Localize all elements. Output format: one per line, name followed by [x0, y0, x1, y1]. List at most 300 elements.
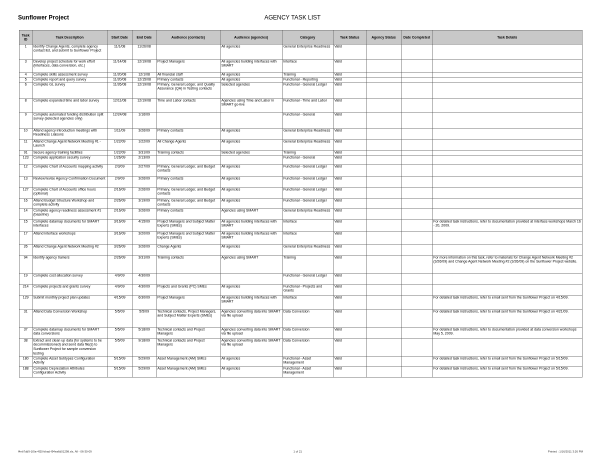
table-row: [19, 284, 582, 295]
audience-contacts-cell: [156, 155, 220, 164]
table-row: [19, 309, 582, 327]
task-description-cell: Attend interface workshops: [32, 231, 107, 244]
start-date-cell: 2/9/09: [107, 176, 132, 187]
task-id-cell: 19: [19, 273, 32, 284]
column-header-date-completed: Date Completed: [401, 30, 432, 44]
task-description-cell: Secure agency training facilities: [32, 150, 107, 155]
task-details-cell: For detailed task instructions, refer to documentation provided at interface workshops March 16 - 20, 2009.: [432, 219, 582, 231]
task-status-cell: Valid: [333, 150, 366, 155]
start-date-cell: 2/16/09: [107, 187, 132, 198]
category-cell: Functional - Time and Labor: [282, 98, 333, 112]
agency-status-cell: [366, 82, 401, 98]
task-status-cell: Valid: [333, 219, 366, 231]
task-description-cell: Attend Change Agent Network Meeting #2: [32, 244, 107, 255]
table-row: [19, 155, 582, 164]
agency-status-cell: [366, 255, 401, 273]
table-row: [19, 98, 582, 112]
start-date-cell: 11/14/08: [107, 59, 132, 72]
agency-status-cell: [366, 44, 401, 59]
task-id-cell: 129: [19, 295, 32, 309]
task-id-cell: 37: [19, 327, 32, 338]
category-cell: Functional - General Ledger: [282, 164, 333, 176]
end-date-cell: 2/26/09: [132, 187, 156, 198]
audience-agencies-cell: [220, 112, 282, 128]
table-row: [19, 244, 582, 255]
task-id-cell: 91: [19, 150, 32, 155]
start-date-cell: 2/16/09: [107, 208, 132, 219]
start-date-cell: 2/3/09: [107, 164, 132, 176]
task-id-cell: 14: [19, 208, 32, 219]
end-date-cell: 1/22/09: [132, 139, 156, 150]
date-completed-cell: [401, 327, 432, 338]
date-completed-cell: [401, 366, 432, 377]
audience-agencies-cell: Agencies converting data into SMART via file upload: [220, 327, 282, 338]
date-completed-cell: [401, 255, 432, 273]
start-date-cell: 5/15/09: [107, 366, 132, 377]
audience-contacts-cell: All Change Agents: [156, 139, 220, 150]
agency-status-cell: [366, 284, 401, 295]
task-description-cell: Identify Change Agents, complete agency contact list, and submit to Sunflower Project: [32, 44, 107, 59]
date-completed-cell: [401, 128, 432, 139]
task-description-cell: Complete report and query survey: [32, 77, 107, 82]
date-completed-cell: [401, 273, 432, 284]
start-date-cell: 5/5/09: [107, 327, 132, 338]
task-details-cell: [432, 59, 582, 72]
task-description-cell: Attend Data Conversion Workshop: [32, 309, 107, 327]
task-description-cell: Complete projects and grants survey: [32, 284, 107, 295]
audience-agencies-cell: [220, 155, 282, 164]
audience-contacts-cell: [156, 273, 220, 284]
audience-agencies-cell: All agencies building interfaces with SMART: [220, 59, 282, 72]
category-cell: Functional - General: [282, 112, 333, 128]
audience-agencies-cell: Agencies using Time and Labor in SMART go-live: [220, 98, 282, 112]
table-row: [19, 139, 582, 150]
task-details-cell: For detailed task instructions, refer to email sent from the Sunflower Project on 4/21/09.: [432, 309, 582, 327]
audience-contacts-cell: Projects and Grants (PC) SMEs: [156, 284, 220, 295]
table-row: [19, 176, 582, 187]
task-description-cell: Develop project schedule for work effort (interfaces, data conversion, etc.): [32, 59, 107, 72]
audience-contacts-cell: All financial staff: [156, 72, 220, 77]
task-description-cell: Complete Chart of Accounts office hours (optional): [32, 187, 107, 198]
task-description-cell: Complete Chart of Accounts mapping activity: [32, 164, 107, 176]
task-status-cell: Valid: [333, 155, 366, 164]
agency-status-cell: [366, 273, 401, 284]
date-completed-cell: [401, 44, 432, 59]
audience-agencies-cell: [220, 273, 282, 284]
project-title: Sunflower Project: [17, 13, 70, 21]
date-completed-cell: [401, 176, 432, 187]
column-header-category: Category: [282, 30, 333, 44]
task-details-cell: [432, 338, 582, 356]
task-description-cell: Review/revise Agency Confirmation Document: [32, 176, 107, 187]
start-date-cell: 11/20/08: [107, 77, 132, 82]
task-description-cell: Complete agency readiness assessment #1 (baseline): [32, 208, 107, 219]
end-date-cell: 3/26/09: [132, 244, 156, 255]
task-status-cell: Valid: [333, 128, 366, 139]
category-cell: Interface: [282, 295, 333, 309]
task-id-cell: 214: [19, 284, 32, 295]
task-details-cell: [432, 98, 582, 112]
audience-contacts-cell: Training contacts: [156, 255, 220, 273]
category-cell: Interface: [282, 231, 333, 244]
agency-status-cell: [366, 128, 401, 139]
start-date-cell: 1/11/09: [107, 128, 132, 139]
audience-contacts-cell: Primary, General Ledger, and Budget contacts: [156, 198, 220, 208]
task-description-cell: Complete application security survey: [32, 155, 107, 164]
end-date-cell: 12/19/08: [132, 59, 156, 72]
task-details-cell: For detailed task instructions, refer to email sent from the Sunflower Project on 4/15/09.: [432, 295, 582, 309]
table-row: [19, 338, 582, 356]
start-date-cell: 1/22/09: [107, 139, 132, 150]
task-status-cell: Valid: [333, 164, 366, 176]
audience-contacts-cell: Primary contacts: [156, 77, 220, 82]
agency-status-cell: [366, 98, 401, 112]
agency-task-table: [19, 30, 582, 377]
agency-status-cell: [366, 155, 401, 164]
task-description-cell: Complete datamap documents for SMART interfaces: [32, 219, 107, 231]
date-completed-cell: [401, 59, 432, 72]
task-id-cell: 10: [19, 128, 32, 139]
agency-status-cell: [366, 139, 401, 150]
table-row: [19, 366, 582, 377]
task-id-cell: 9: [19, 112, 32, 128]
end-date-cell: 3/26/09: [132, 176, 156, 187]
task-details-cell: For detailed task instructions, refer to documentation provided at data conversion workshops May 5, 2009.: [432, 327, 582, 338]
date-completed-cell: [401, 98, 432, 112]
date-completed-cell: [401, 187, 432, 198]
end-date-cell: 5/5/09: [132, 309, 156, 327]
column-header-start-date: Start Date: [107, 30, 132, 44]
start-date-cell: 3/16/09: [107, 219, 132, 231]
date-completed-cell: [401, 82, 432, 98]
table-row: [19, 356, 582, 366]
date-completed-cell: [401, 208, 432, 219]
start-date-cell: 4/9/09: [107, 284, 132, 295]
footer-printed-date: Printed : 1/16/2011 3:26 PM: [547, 449, 583, 454]
task-id-cell: 3: [19, 59, 32, 72]
end-date-cell: 2/27/09: [132, 164, 156, 176]
task-details-cell: [432, 155, 582, 164]
task-status-cell: Valid: [333, 295, 366, 309]
audience-agencies-cell: All agencies: [220, 139, 282, 150]
task-id-cell: 11: [19, 139, 32, 150]
audience-agencies-cell: Agencies using SMART: [220, 208, 282, 219]
end-date-cell: 9/18/09: [132, 338, 156, 356]
agency-status-cell: [366, 219, 401, 231]
audience-agencies-cell: All agencies: [220, 77, 282, 82]
end-date-cell: 4/30/09: [132, 273, 156, 284]
task-status-cell: Valid: [333, 59, 366, 72]
category-cell: Functional - General Ledger: [282, 176, 333, 187]
list-title: AGENCY TASK LIST: [264, 13, 321, 21]
task-description-cell: Complete expanded time and labor survey: [32, 98, 107, 112]
start-date-cell: 12/11/08: [107, 98, 132, 112]
audience-contacts-cell: Project Managers: [156, 59, 220, 72]
start-date-cell: 1/26/09: [107, 155, 132, 164]
footer-page-number: 1 of 21: [293, 449, 302, 454]
audience-contacts-cell: Asset Management (AM) SMEs: [156, 366, 220, 377]
end-date-cell: 5/18/09: [132, 327, 156, 338]
category-cell: General Enterprise Readiness: [282, 139, 333, 150]
agency-status-cell: [366, 176, 401, 187]
task-details-cell: [432, 187, 582, 198]
task-description-cell: Complete datamap documents for SMART data conversions: [32, 327, 107, 338]
end-date-cell: 3/20/09: [132, 231, 156, 244]
task-status-cell: Valid: [333, 112, 366, 128]
audience-contacts-cell: Primary, General Ledger, and Quality Assurance (QA) in Testing contacts: [156, 82, 220, 98]
task-details-cell: For detailed task instructions, refer to email sent from the Sunflower Project on 5/15/09.: [432, 366, 582, 377]
task-status-cell: Valid: [333, 77, 366, 82]
start-date-cell: 3/16/09: [107, 231, 132, 244]
end-date-cell: 3/31/09: [132, 150, 156, 155]
task-id-cell: 31: [19, 309, 32, 327]
date-completed-cell: [401, 164, 432, 176]
date-completed-cell: [401, 112, 432, 128]
audience-contacts-cell: Primary, General Ledger, and Budget contacts: [156, 164, 220, 176]
agency-status-cell: [366, 309, 401, 327]
end-date-cell: 12/19/08: [132, 98, 156, 112]
audience-agencies-cell: All agencies: [220, 366, 282, 377]
start-date-cell: 2/26/09: [107, 255, 132, 273]
category-cell: Functional - General Ledger: [282, 273, 333, 284]
table-row: [19, 255, 582, 273]
start-date-cell: 11/26/08: [107, 82, 132, 98]
task-id-cell: 38: [19, 338, 32, 356]
task-status-cell: Valid: [333, 208, 366, 219]
task-details-cell: [432, 198, 582, 208]
task-description-cell: Complete cost allocation survey: [32, 273, 107, 284]
task-description-cell: Complete GL survey: [32, 82, 107, 98]
task-status-cell: Valid: [333, 44, 366, 59]
task-id-cell: 15: [19, 219, 32, 231]
task-details-cell: For detailed task instructions, refer to email sent from the Sunflower Project on 5/15/09.: [432, 356, 582, 366]
task-details-cell: [432, 164, 582, 176]
table-row: [19, 59, 582, 72]
task-status-cell: Valid: [333, 187, 366, 198]
audience-agencies-cell: All agencies: [220, 198, 282, 208]
audience-contacts-cell: Change Agents: [156, 244, 220, 255]
category-cell: Interface: [282, 59, 333, 72]
category-cell: Functional - Projects and Grants: [282, 284, 333, 295]
agency-status-cell: [366, 208, 401, 219]
date-completed-cell: [401, 244, 432, 255]
audience-agencies-cell: Agencies converting data into SMART via file upload: [220, 309, 282, 327]
table-row: [19, 327, 582, 338]
date-completed-cell: [401, 309, 432, 327]
audience-agencies-cell: All agencies: [220, 284, 282, 295]
audience-contacts-cell: Time and Labor contacts: [156, 98, 220, 112]
agency-status-cell: [366, 187, 401, 198]
task-id-cell: 94: [19, 255, 32, 273]
category-cell: Functional - Asset Management: [282, 356, 333, 366]
task-description-cell: Submit monthly project plan updates: [32, 295, 107, 309]
task-id-cell: 26: [19, 244, 32, 255]
category-cell: Functional - Reporting: [282, 77, 333, 82]
agency-status-cell: [366, 295, 401, 309]
date-completed-cell: [401, 356, 432, 366]
end-date-cell: 3/26/09: [132, 208, 156, 219]
task-status-cell: Valid: [333, 284, 366, 295]
task-status-cell: Valid: [333, 309, 366, 327]
agency-status-cell: [366, 112, 401, 128]
audience-contacts-cell: Training contacts: [156, 150, 220, 155]
column-header-agency-status: Agency Status: [366, 30, 401, 44]
task-description-cell: Attend Change Agent Network Meeting #1 - Launch: [32, 139, 107, 150]
audience-agencies-cell: All agencies: [220, 356, 282, 366]
task-status-cell: Valid: [333, 366, 366, 377]
task-id-cell: 16: [19, 198, 32, 208]
date-completed-cell: [401, 231, 432, 244]
audience-agencies-cell: Agencies converting data into SMART via file upload: [220, 338, 282, 356]
task-details-cell: [432, 128, 582, 139]
table-row: [19, 128, 582, 139]
column-header-task-details: Task Details: [432, 30, 582, 44]
task-id-cell: 8: [19, 98, 32, 112]
audience-contacts-cell: Project Managers and Subject Matter Experts (SMEs): [156, 231, 220, 244]
task-id-cell: 180: [19, 356, 32, 366]
audience-contacts-cell: Asset Management (AM) SMEs: [156, 356, 220, 366]
category-cell: Functional - General Ledger: [282, 187, 333, 198]
end-date-cell: 3/19/09: [132, 198, 156, 208]
audience-agencies-cell: All agencies building interfaces with SMART: [220, 295, 282, 309]
footer-file-name: f4eb7dd9-1f0a-4f20-bbad-f94ea6d01298.xls, All - 06-30-09: [17, 449, 92, 454]
start-date-cell: 11/20/08: [107, 72, 132, 77]
audience-agencies-cell: All agencies: [220, 176, 282, 187]
date-completed-cell: [401, 139, 432, 150]
task-details-cell: [432, 284, 582, 295]
category-cell: General Enterprise Readiness: [282, 128, 333, 139]
agency-status-cell: [366, 244, 401, 255]
category-cell: General Enterprise Readiness: [282, 208, 333, 219]
task-status-cell: Valid: [333, 338, 366, 356]
agency-status-cell: [366, 164, 401, 176]
date-completed-cell: [401, 295, 432, 309]
table-row: [19, 44, 582, 59]
agency-status-cell: [366, 59, 401, 72]
end-date-cell: 12/1/08: [132, 72, 156, 77]
task-details-cell: [432, 139, 582, 150]
agency-status-cell: [366, 198, 401, 208]
start-date-cell: 4/15/09: [107, 295, 132, 309]
category-cell: Training: [282, 150, 333, 155]
start-date-cell: 12/24/08: [107, 112, 132, 128]
category-cell: Data Conversion: [282, 327, 333, 338]
task-description-cell: Extract and clean up data (for systems to be decommissioned) and send data file(s) to Sunflower Project for sample conversion testing: [32, 338, 107, 356]
category-cell: Functional - Asset Management: [282, 366, 333, 377]
task-status-cell: Valid: [333, 356, 366, 366]
task-id-cell: 188: [19, 366, 32, 377]
column-header-end-date: End Date: [132, 30, 156, 44]
task-details-cell: [432, 273, 582, 284]
task-status-cell: Valid: [333, 255, 366, 273]
audience-contacts-cell: [156, 44, 220, 59]
end-date-cell: 6/30/09: [132, 295, 156, 309]
table-body: [19, 44, 582, 377]
task-id-cell: 12: [19, 164, 32, 176]
start-date-cell: 11/1/08: [107, 44, 132, 59]
table-header-row: [19, 30, 582, 44]
audience-agencies-cell: All agencies: [220, 128, 282, 139]
task-status-cell: Valid: [333, 82, 366, 98]
date-completed-cell: [401, 155, 432, 164]
column-header-task-status: Task Status: [333, 30, 366, 44]
end-date-cell: 12/19/08: [132, 82, 156, 98]
table-row: [19, 112, 582, 128]
table-row: [19, 82, 582, 98]
task-status-cell: Valid: [333, 327, 366, 338]
task-description-cell: Complete Depreciation Attributes Configuration Activity: [32, 366, 107, 377]
task-description-cell: Complete automated funding distribution split survey (selected agencies only): [32, 112, 107, 128]
task-description-cell: Attend Budget Structure Workshop and complete activity: [32, 198, 107, 208]
table-row: [19, 231, 582, 244]
table-row: [19, 198, 582, 208]
audience-contacts-cell: Primary contacts: [156, 208, 220, 219]
date-completed-cell: [401, 219, 432, 231]
date-completed-cell: [401, 198, 432, 208]
start-date-cell: 1/22/09: [107, 150, 132, 155]
task-id-cell: 1: [19, 44, 32, 59]
task-details-cell: [432, 244, 582, 255]
date-completed-cell: [401, 284, 432, 295]
audience-contacts-cell: Primary contacts: [156, 128, 220, 139]
agency-status-cell: [366, 366, 401, 377]
audience-contacts-cell: Project Managers: [156, 295, 220, 309]
task-description-cell: Attend agency introduction meetings with Readiness Liaisons: [32, 128, 107, 139]
category-cell: Training: [282, 255, 333, 273]
task-status-cell: Valid: [333, 72, 366, 77]
column-header-audience-contacts: Audience (contacts): [156, 30, 220, 44]
task-description-cell: Identify agency trainers: [32, 255, 107, 273]
audience-contacts-cell: Technical contacts and Project Managers: [156, 338, 220, 356]
table-row: [19, 295, 582, 309]
audience-agencies-cell: Selected agencies: [220, 150, 282, 155]
task-id-cell: 4: [19, 72, 32, 77]
table-row: [19, 164, 582, 176]
end-date-cell: 1/16/09: [132, 112, 156, 128]
audience-contacts-cell: Technical contacts and Project Managers: [156, 327, 220, 338]
end-date-cell: 5/29/09: [132, 356, 156, 366]
agency-status-cell: [366, 356, 401, 366]
end-date-cell: 5/29/09: [132, 366, 156, 377]
task-status-cell: Valid: [333, 198, 366, 208]
end-date-cell: 12/15/08: [132, 77, 156, 82]
audience-agencies-cell: Agencies using SMART: [220, 255, 282, 273]
end-date-cell: 11/26/08: [132, 44, 156, 59]
end-date-cell: 2/13/09: [132, 155, 156, 164]
agency-status-cell: [366, 338, 401, 356]
audience-contacts-cell: Primary, General Ledger, and Budget contacts: [156, 187, 220, 198]
task-details-cell: [432, 112, 582, 128]
task-id-cell: 6: [19, 82, 32, 98]
audience-agencies-cell: All agencies: [220, 187, 282, 198]
task-status-cell: Valid: [333, 244, 366, 255]
task-status-cell: Valid: [333, 231, 366, 244]
task-details-cell: [432, 176, 582, 187]
task-details-cell: [432, 82, 582, 98]
agency-status-cell: [366, 231, 401, 244]
task-details-cell: For more information on this task, refer to materials for Change Agent Network Meeting #2 (3/26/09) and Change Agent Network Meeting #2 (3/26/09) on the Sunflower Project website.: [432, 255, 582, 273]
start-date-cell: 5/5/09: [107, 338, 132, 356]
table-row: [19, 208, 582, 219]
end-date-cell: 3/26/09: [132, 128, 156, 139]
start-date-cell: 5/15/09: [107, 356, 132, 366]
task-status-cell: Valid: [333, 176, 366, 187]
category-cell: Functional - General Ledger: [282, 82, 333, 98]
category-cell: Interface: [282, 219, 333, 231]
audience-agencies-cell: All agencies: [220, 72, 282, 77]
end-date-cell: 4/30/09: [132, 284, 156, 295]
task-id-cell: 5: [19, 77, 32, 82]
